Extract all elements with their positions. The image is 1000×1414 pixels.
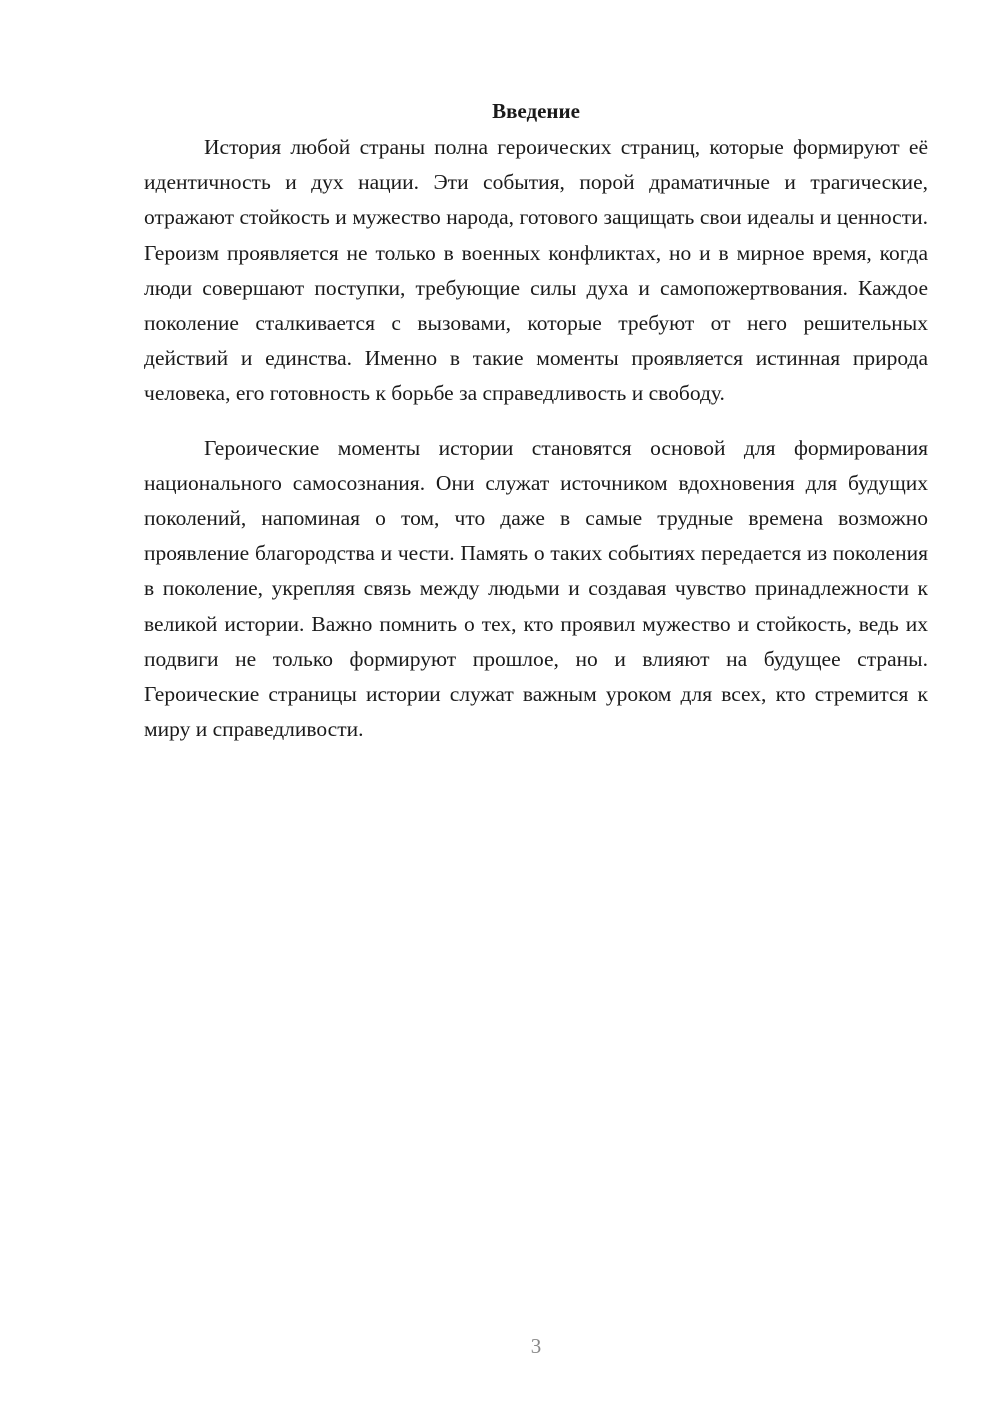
section-heading: Введение [492, 99, 580, 123]
paragraph-1: История любой страны полна героических страниц, которые формируют её идентичность и дух нации. Эти события, порой драматичные и трагические, отражают стойкость и мужество народа, готового защищать свои идеалы и ценности. Героизм проявляется не только в военных конфликтах, но и в мирное время, когда люди совершают поступки, требующие силы духа и самопожертвования. Каждое поколение сталкивается с вызовами, которые требуют от него решительных действий и единства. Именно в такие моменты проявляется истинная природа человека, его готовность к борьбе за справедливость и свободу. [144, 135, 928, 406]
page-content [144, 94, 928, 747]
paragraph-2: Героические моменты истории становятся основой для формирования национального самосознания. Они служат источником вдохновения для будущих поколений, напоминая о том, что даже в самые трудные времена возможно проявление благородства и чести. Память о таких событиях передается из поколения в поколение, укрепляя связь между людьми и создавая чувство принадлежности к великой истории. Важно помнить о тех, кто проявил мужество и стойкость, ведь их подвиги не только формируют прошлое, но и влияют на будущее страны. Героические страницы истории служат важным уроком для всех, кто стремится к миру и справедливости. [144, 435, 928, 742]
page-number: 3 [530, 1334, 542, 1358]
